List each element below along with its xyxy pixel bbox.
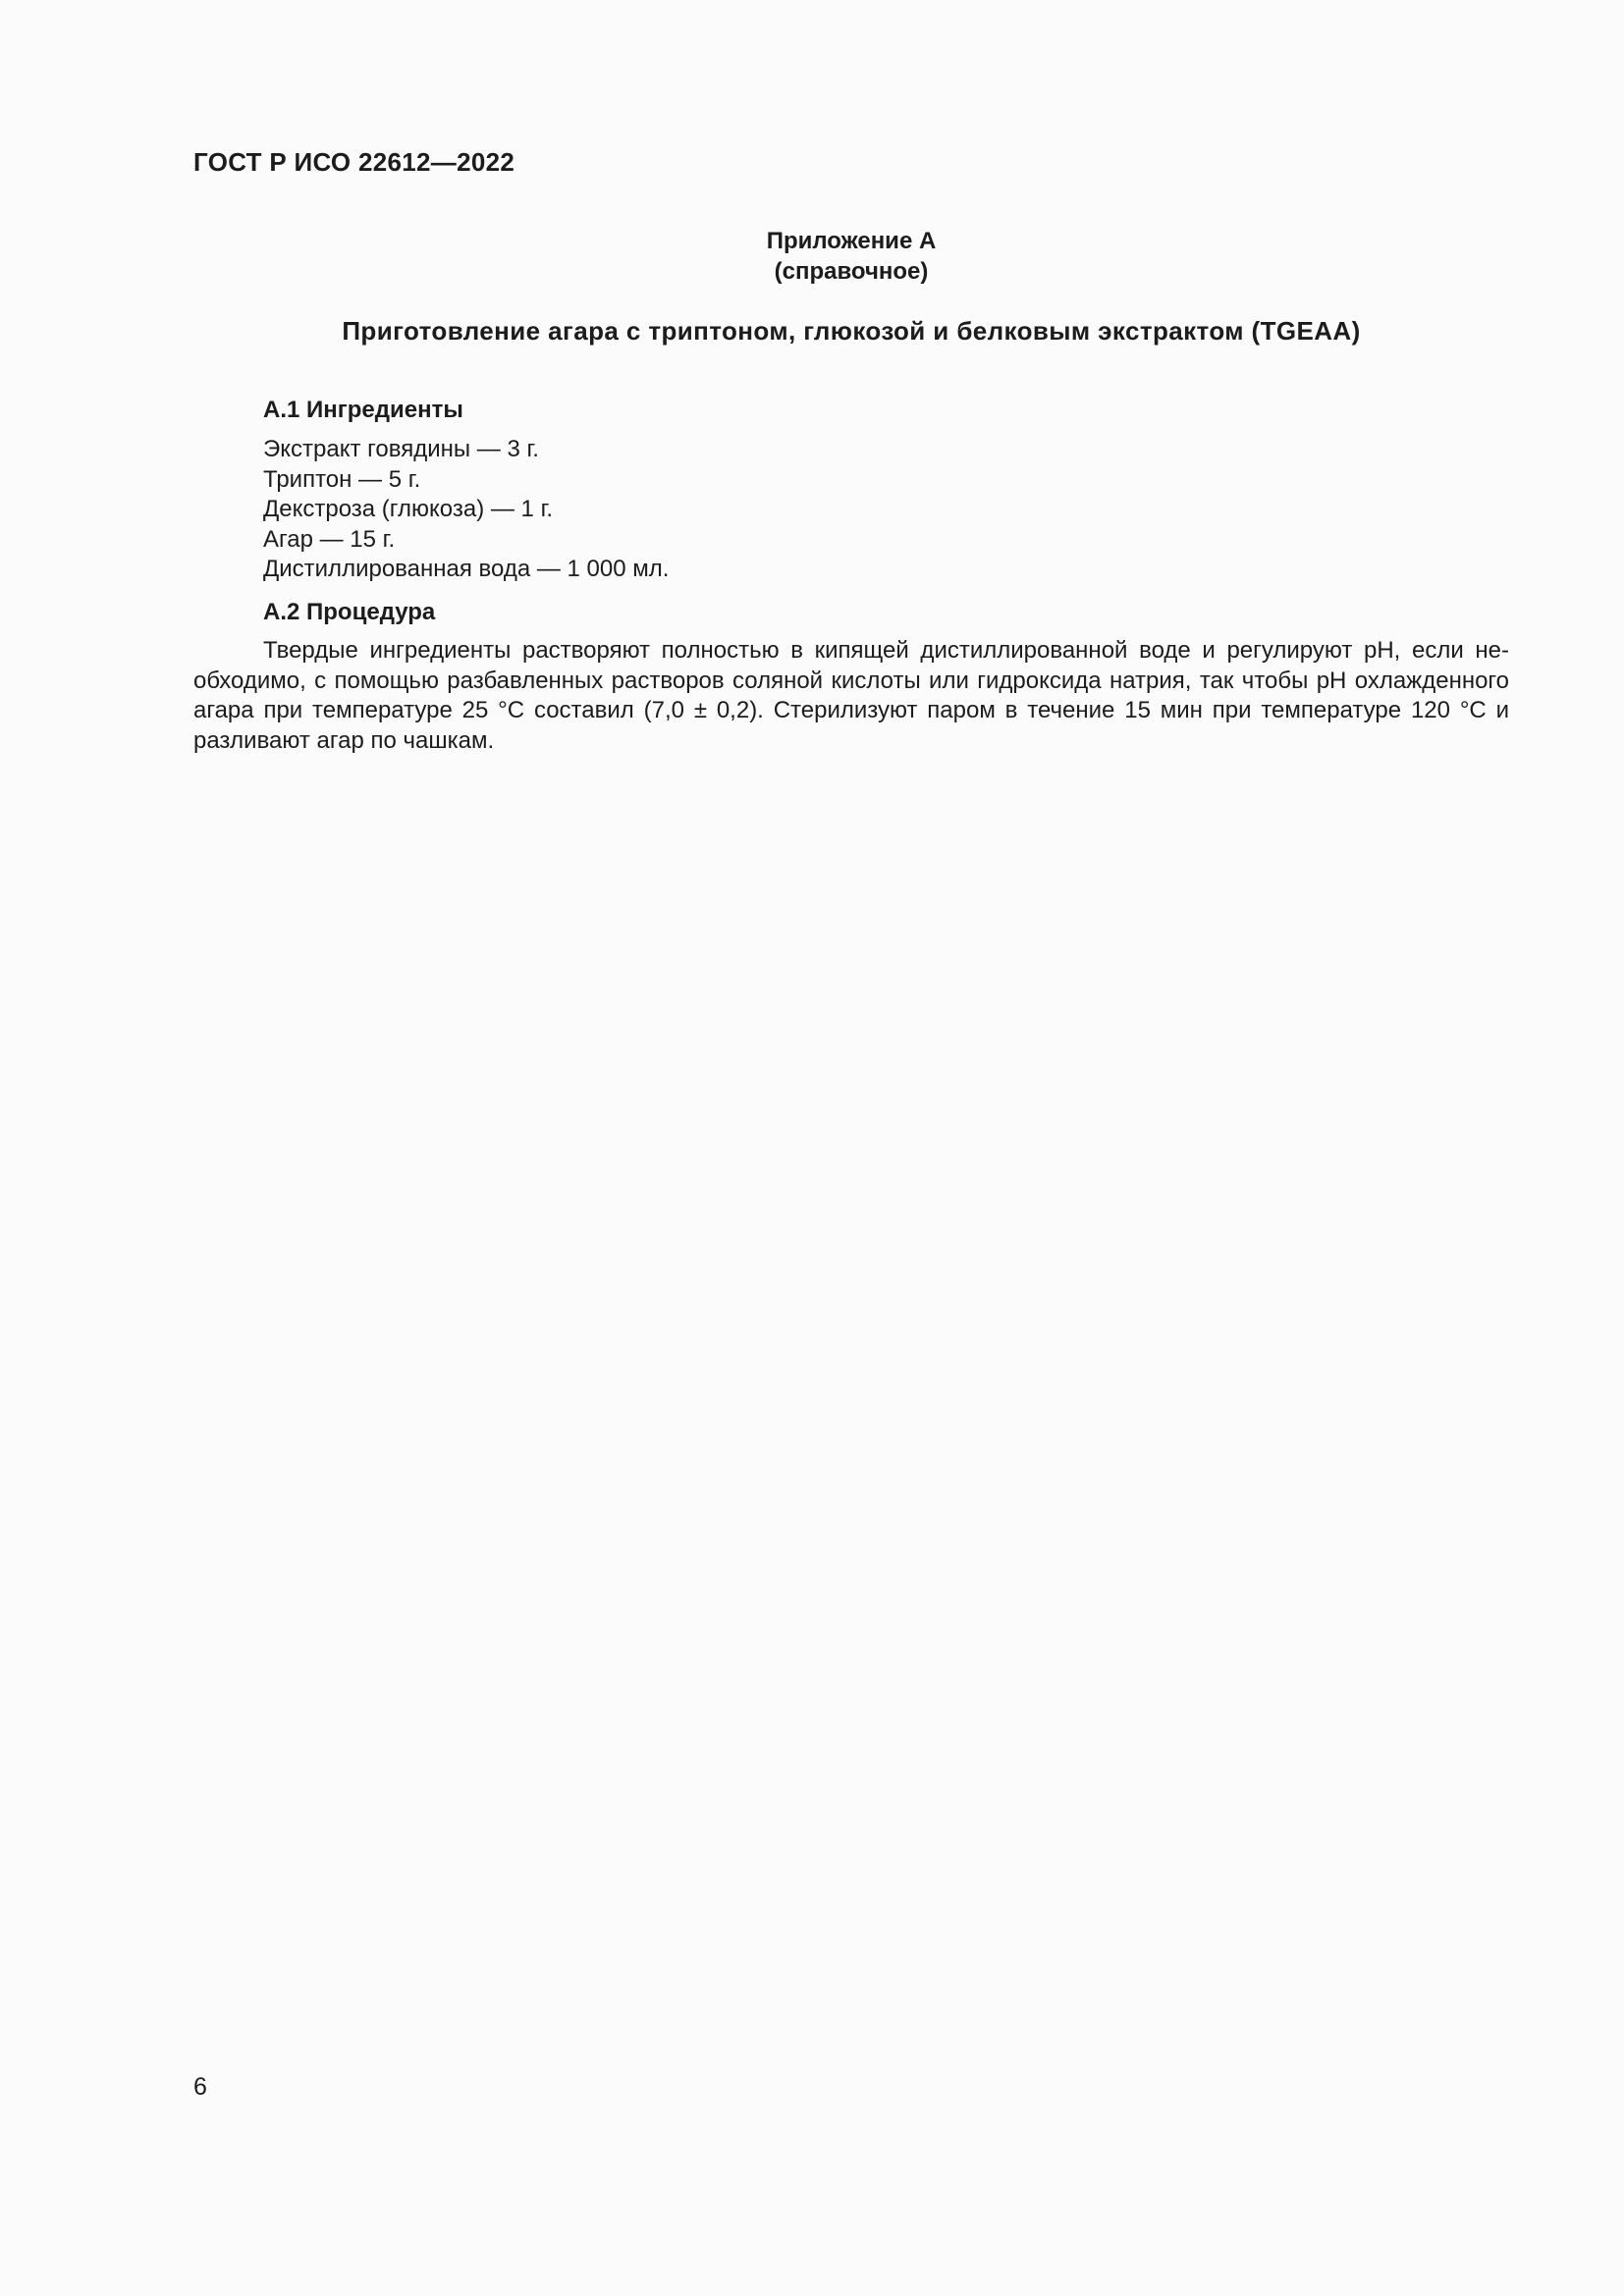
page-number: 6 [193,2073,207,2101]
annex-status: (справочное) [774,258,929,285]
standard-id-header: ГОСТ Р ИСО 22612—2022 [193,147,515,177]
list-item: Декстроза (глюкоза) — 1 г. [263,496,554,522]
section-ingredients-heading: А.1 Ингредиенты [263,397,463,423]
list-item: Дистиллированная вода — 1 000 мл. [263,556,670,582]
list-item: Экстракт говядины — 3 г. [263,436,539,462]
section-procedure-heading: А.2 Процедура [263,599,436,625]
annex-title: Приложение А [766,228,937,254]
list-item: Триптон — 5 г. [263,465,421,493]
procedure-paragraph: Твердые ингредиенты растворяют полностью в кипящей дистиллированной воде и регулируют pH, если необходимо, с помощью разбавленных растворов соляной кислоты или гидроксида натрия, так чтобы pH охлажденного агара при температуре 25 °С составил (7,0 ± 0,2). Стерилизуют паром в течение 15 мин при температуре 120 °С и разливают агар по чашкам. [193,637,1509,754]
document-title: Приготовление агара с триптоном, глюкозой и белковым экстрактом (TGEAA) [342,316,1361,346]
annex-heading [321,226,1381,287]
list-item: Агар — 15 г. [263,525,396,553]
ingredients-list [263,435,669,585]
